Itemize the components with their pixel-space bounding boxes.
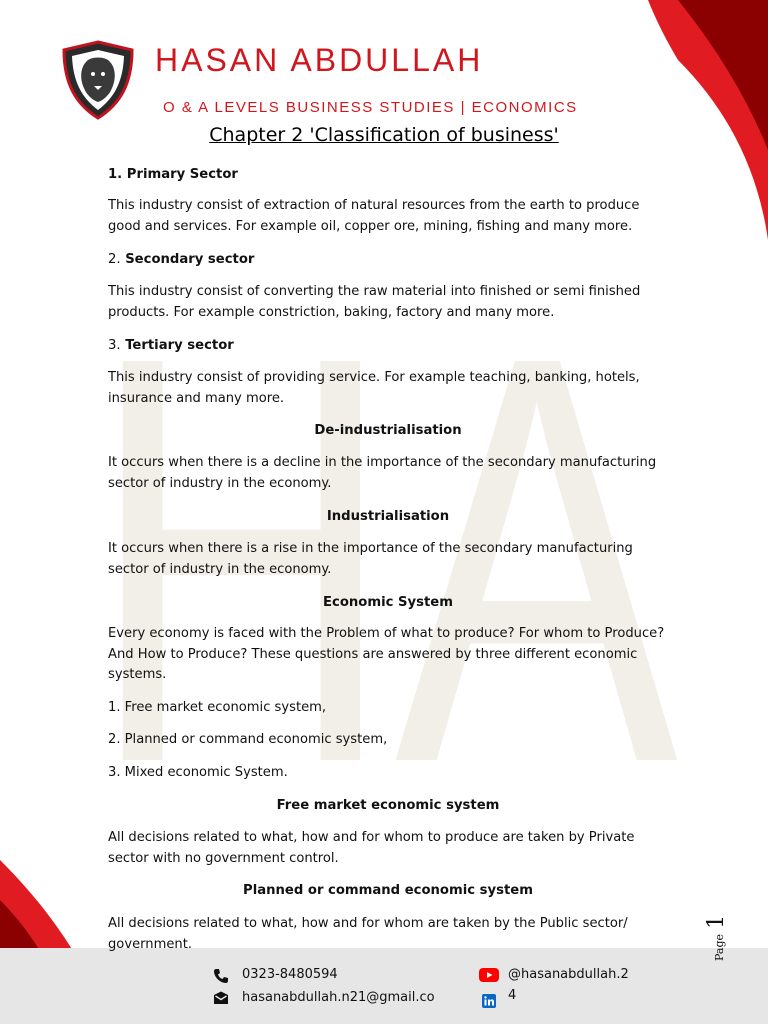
phone-icon — [213, 968, 229, 984]
watermark-text: HA — [88, 235, 681, 883]
section-heading — [108, 336, 668, 357]
section-heading: Free market economic system — [276, 798, 500, 813]
section-paragraph: This industry consist of converting the raw material into finished or semi finished products. For example constriction, baking, factory and many more. — [108, 284, 641, 320]
youtube-icon[interactable] — [479, 968, 499, 982]
brand-name: HASAN ABDULLAH — [155, 42, 484, 78]
envelope-icon — [213, 991, 229, 1005]
section-paragraph: All decisions related to what, how and for whom to produce are taken by Private sector with no government control. — [108, 830, 635, 866]
lion-shield-logo — [60, 40, 136, 120]
list-item: 1. Free market economic system, — [108, 700, 327, 715]
section-title: Tertiary sector — [125, 338, 234, 353]
footer-email[interactable]: hasanabdullah.n21@gmail.co — [242, 990, 435, 1005]
footer-youtube-handle[interactable]: @hasanabdullah.2 — [508, 967, 629, 982]
linkedin-icon[interactable] — [482, 994, 496, 1008]
section-heading: Industrialisation — [326, 509, 450, 524]
section-number: 3. — [108, 338, 121, 353]
footer-bar — [0, 948, 768, 1024]
section-paragraph: It occurs when there is a decline in the importance of the secondary manufacturing sector of industry in the economy. — [108, 455, 657, 491]
section-heading: De-industrialisation — [314, 423, 462, 438]
section-heading — [108, 165, 668, 186]
footer-youtube-handle-cont[interactable]: 4 — [508, 988, 517, 1003]
section-heading: Planned or command economic system — [243, 883, 533, 898]
page-label: Page — [713, 933, 726, 961]
section-number: 1. — [108, 167, 123, 182]
page-number-value: 1 — [704, 914, 729, 929]
section-title: Secondary sector — [125, 252, 255, 267]
brand-tagline: O & A LEVELS BUSINESS STUDIES | ECONOMICS — [163, 99, 578, 116]
chapter-title: Chapter 2 'Classification of business' — [209, 124, 559, 146]
section-heading — [108, 250, 668, 271]
footer-phone[interactable]: 0323-8480594 — [242, 967, 338, 982]
section-paragraph: This industry consist of providing service. For example teaching, banking, hotels, insurance and many more. — [108, 370, 640, 406]
section-paragraph: It occurs when there is a rise in the importance of the secondary manufacturing sector of industry in the economy. — [108, 541, 633, 577]
list-item: 3. Mixed economic System. — [108, 765, 288, 780]
page-number — [700, 905, 740, 965]
section-number: 2. — [108, 252, 121, 267]
list-item: 2. Planned or command economic system, — [108, 732, 388, 747]
section-title: Primary Sector — [126, 167, 238, 182]
section-paragraph: Every economy is faced with the Problem of what to produce? For whom to Produce? And How to Produce? These questions are answered by three different economic systems. — [108, 626, 665, 682]
section-paragraph: All decisions related to what, how and for whom are taken by the Public sector/ government. — [108, 916, 628, 952]
section-heading: Economic System — [323, 595, 453, 610]
section-paragraph: This industry consist of extraction of natural resources from the earth to produce good and services. For example oil, copper ore, mining, fishing and many more. — [108, 198, 640, 234]
